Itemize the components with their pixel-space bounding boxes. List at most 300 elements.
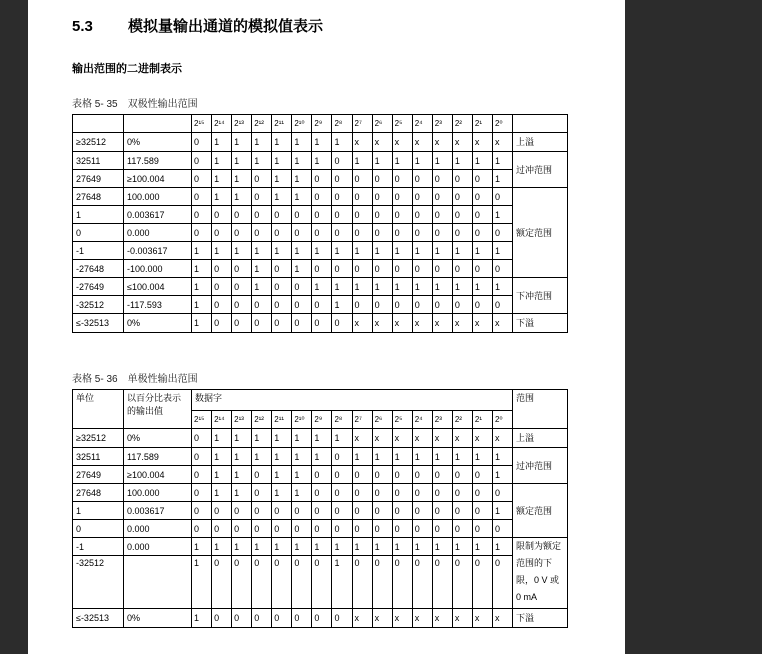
table-row	[73, 242, 568, 260]
bit-cell: 1	[312, 448, 332, 466]
bit-cell: 1	[312, 429, 332, 448]
bit-cell: 0	[492, 224, 512, 242]
value-cell: 0.000	[124, 224, 192, 242]
bit-cell: 0	[292, 502, 312, 520]
blank-cell	[124, 115, 192, 133]
bit-cell: 0	[292, 556, 312, 609]
value-cell: 0%	[124, 429, 192, 448]
bit-cell: 1	[232, 242, 252, 260]
bit-header-cell: 2⁶	[372, 115, 392, 133]
bit-cell: x	[352, 314, 372, 333]
bit-cell: 1	[252, 448, 272, 466]
bit-cell: x	[472, 609, 492, 628]
bit-cell: 0	[432, 296, 452, 314]
value-cell: ≥100.004	[124, 466, 192, 484]
bit-cell: 1	[432, 152, 452, 170]
bit-cell: 1	[492, 278, 512, 296]
document-page	[28, 0, 625, 654]
bit-cell: 1	[372, 152, 392, 170]
bit-cell: x	[492, 314, 512, 333]
bit-cell: 0	[492, 188, 512, 206]
table-row	[73, 296, 568, 314]
value-cell: 0%	[124, 609, 192, 628]
bit-cell: 0	[192, 188, 212, 206]
bit-cell: 0	[312, 466, 332, 484]
value-cell: 0.003617	[124, 502, 192, 520]
bit-cell: 1	[232, 170, 252, 188]
bit-cell: 1	[192, 242, 212, 260]
bit-cell: 1	[292, 170, 312, 188]
value-cell	[124, 556, 192, 609]
bit-header-cell: 2⁸	[332, 115, 352, 133]
range-cell: 下溢	[513, 314, 568, 333]
bit-cell: 0	[212, 609, 232, 628]
bit-cell: 1	[192, 296, 212, 314]
bit-cell: 1	[292, 152, 312, 170]
bit-cell: 1	[232, 429, 252, 448]
bit-cell: 0	[312, 520, 332, 538]
bit-cell: 0	[272, 520, 292, 538]
bit-cell: 0	[372, 484, 392, 502]
bit-cell: 1	[492, 242, 512, 260]
range-cell: 额定范围	[513, 484, 568, 538]
bit-cell: 0	[352, 556, 372, 609]
bit-cell: 0	[232, 278, 252, 296]
bit-cell: 0	[272, 260, 292, 278]
bit-cell: x	[352, 133, 372, 152]
bit-cell: x	[412, 609, 432, 628]
bit-cell: 1	[432, 278, 452, 296]
bit-cell: 1	[392, 152, 412, 170]
bit-cell: 0	[452, 224, 472, 242]
decimal-cell: ≥32512	[73, 429, 124, 448]
value-cell: 117.589	[124, 448, 192, 466]
table-row	[73, 556, 568, 609]
bit-cell: 1	[232, 466, 252, 484]
bipolar-output-table	[72, 114, 568, 333]
bit-cell: 0	[472, 296, 492, 314]
value-cell: 0%	[124, 133, 192, 152]
bit-cell: 0	[432, 188, 452, 206]
bit-cell: 0	[312, 206, 332, 224]
bit-cell: 1	[332, 538, 352, 556]
bit-cell: 0	[332, 224, 352, 242]
decimal-cell: ≤-32513	[73, 314, 124, 333]
bit-cell: 0	[232, 296, 252, 314]
value-cell: 100.000	[124, 188, 192, 206]
bit-cell: 0	[472, 206, 492, 224]
bit-cell: 0	[272, 502, 292, 520]
bit-cell: 0	[232, 260, 252, 278]
bit-cell: 0	[372, 260, 392, 278]
bit-cell: 0	[352, 224, 372, 242]
bit-cell: x	[412, 429, 432, 448]
bit-cell: 1	[272, 466, 292, 484]
bit-cell: 0	[392, 188, 412, 206]
bit-cell: 0	[352, 260, 372, 278]
range-cell: 下冲范围	[513, 278, 568, 314]
value-cell: 0%	[124, 314, 192, 333]
bit-cell: 0	[292, 224, 312, 242]
bit-header-cell: 2¹⁵	[192, 115, 212, 133]
bit-cell: 1	[312, 133, 332, 152]
bit-cell: 1	[212, 448, 232, 466]
bit-cell: 0	[412, 484, 432, 502]
bit-cell: 1	[312, 538, 332, 556]
bit-cell: 1	[252, 538, 272, 556]
bit-header-cell: 2¹⁴	[212, 410, 232, 428]
table2-caption	[72, 370, 198, 385]
bit-cell: x	[372, 314, 392, 333]
bit-cell: 0	[352, 296, 372, 314]
bit-cell: 1	[452, 152, 472, 170]
bit-cell: 1	[432, 242, 452, 260]
bit-cell: 0	[192, 502, 212, 520]
subheading: 输出范围的二进制表示	[72, 63, 182, 75]
bit-cell: 0	[312, 224, 332, 242]
section-number: 5.3	[72, 18, 93, 35]
bit-cell: 1	[192, 260, 212, 278]
bit-cell: 1	[292, 188, 312, 206]
decimal-cell: 1	[73, 502, 124, 520]
bit-cell: 1	[412, 242, 432, 260]
value-cell: 117.589	[124, 152, 192, 170]
range-cell: 过冲范围	[513, 448, 568, 484]
bit-cell: 1	[212, 538, 232, 556]
bit-header-cell: 2¹²	[252, 115, 272, 133]
bit-cell: 1	[272, 170, 292, 188]
bit-cell: x	[432, 133, 452, 152]
bit-cell: 0	[232, 502, 252, 520]
bit-cell: 0	[372, 556, 392, 609]
bit-cell: 1	[212, 188, 232, 206]
bit-cell: 1	[412, 152, 432, 170]
bit-cell: 0	[312, 188, 332, 206]
percent-header: 以百分比表示的输出值	[124, 390, 192, 429]
bit-cell: 0	[272, 314, 292, 333]
bit-cell: 0	[212, 314, 232, 333]
bit-cell: 0	[292, 609, 312, 628]
bit-cell: 1	[412, 538, 432, 556]
bit-cell: 1	[472, 538, 492, 556]
bit-cell: 0	[372, 206, 392, 224]
bit-cell: 0	[192, 466, 212, 484]
bit-cell: 1	[272, 538, 292, 556]
bit-cell: x	[452, 429, 472, 448]
range-cell: 额定范围	[513, 188, 568, 278]
bit-cell: 1	[252, 242, 272, 260]
bit-cell: 0	[292, 296, 312, 314]
bit-cell: 1	[332, 278, 352, 296]
bit-cell: x	[452, 609, 472, 628]
decimal-cell: -1	[73, 242, 124, 260]
bit-cell: 0	[332, 609, 352, 628]
bit-cell: 0	[192, 170, 212, 188]
bit-header-cell: 2¹²	[252, 410, 272, 428]
bit-cell: 0	[492, 296, 512, 314]
bit-header-cell: 2⁴	[412, 115, 432, 133]
bit-cell: 0	[332, 520, 352, 538]
bit-cell: 0	[392, 170, 412, 188]
bit-cell: 0	[292, 314, 312, 333]
blank-cell	[513, 115, 568, 133]
bit-cell: 1	[312, 242, 332, 260]
decimal-cell: ≤-32513	[73, 609, 124, 628]
bit-cell: x	[372, 609, 392, 628]
bit-cell: 1	[232, 448, 252, 466]
bit-cell: 0	[472, 260, 492, 278]
bit-cell: 0	[372, 188, 392, 206]
bit-cell: 1	[472, 448, 492, 466]
bit-cell: 1	[372, 448, 392, 466]
bit-cell: 1	[372, 242, 392, 260]
bit-cell: 1	[352, 278, 372, 296]
bit-cell: 0	[392, 466, 412, 484]
bit-cell: 0	[372, 170, 392, 188]
bit-cell: 0	[192, 520, 212, 538]
table-row	[73, 133, 568, 152]
bit-cell: 1	[252, 133, 272, 152]
value-cell: -100.000	[124, 260, 192, 278]
bit-cell: 1	[452, 242, 472, 260]
bit-cell: 0	[352, 170, 372, 188]
bit-cell: 0	[472, 466, 492, 484]
bit-cell: 0	[252, 520, 272, 538]
bit-cell: 0	[372, 296, 392, 314]
bit-cell: 0	[492, 484, 512, 502]
bit-header-cell: 2⁹	[312, 115, 332, 133]
bit-cell: 1	[292, 484, 312, 502]
bit-header-row	[73, 115, 568, 133]
bit-header-cell: 2¹¹	[272, 115, 292, 133]
bit-header-cell: 2⁰	[492, 410, 512, 428]
bit-cell: 0	[412, 556, 432, 609]
bit-header-cell: 2⁸	[332, 410, 352, 428]
value-cell: 0.000	[124, 538, 192, 556]
bit-cell: 1	[272, 448, 292, 466]
bit-cell: 0	[412, 466, 432, 484]
bit-cell: 0	[412, 206, 432, 224]
range-cell: 下溢	[513, 609, 568, 628]
table-row	[73, 429, 568, 448]
value-cell: 100.000	[124, 484, 192, 502]
bit-cell: x	[412, 133, 432, 152]
bit-cell: 0	[252, 188, 272, 206]
bit-cell: 0	[352, 502, 372, 520]
bit-cell: 0	[212, 296, 232, 314]
bit-cell: 0	[412, 296, 432, 314]
bit-cell: 0	[412, 502, 432, 520]
bit-header-cell: 2¹⁵	[192, 410, 212, 428]
bit-cell: x	[432, 314, 452, 333]
bit-cell: 1	[392, 242, 412, 260]
bit-cell: 0	[332, 188, 352, 206]
bit-cell: 0	[472, 520, 492, 538]
bit-header-cell: 2⁷	[352, 410, 372, 428]
bit-cell: 0	[212, 260, 232, 278]
bit-cell: 1	[292, 538, 312, 556]
decimal-cell: 27649	[73, 466, 124, 484]
bit-cell: 0	[192, 133, 212, 152]
bit-cell: 0	[472, 484, 492, 502]
bit-cell: x	[352, 609, 372, 628]
bit-cell: 0	[252, 170, 272, 188]
bit-header-cell: 2⁰	[492, 115, 512, 133]
bit-cell: 1	[412, 278, 432, 296]
bit-cell: 0	[392, 206, 412, 224]
table-row	[73, 170, 568, 188]
bit-cell: 1	[312, 278, 332, 296]
bit-cell: 1	[252, 429, 272, 448]
bit-cell: 0	[352, 206, 372, 224]
bit-header-cell: 2⁵	[392, 410, 412, 428]
bit-cell: 0	[312, 260, 332, 278]
bit-header-cell: 2¹⁰	[292, 410, 312, 428]
bit-cell: 0	[272, 206, 292, 224]
bit-cell: 0	[232, 314, 252, 333]
bit-cell: 1	[372, 278, 392, 296]
bit-cell: 0	[312, 609, 332, 628]
bit-cell: 0	[232, 206, 252, 224]
range-cell: 过冲范围	[513, 152, 568, 188]
bit-cell: x	[492, 609, 512, 628]
bit-cell: 0	[252, 224, 272, 242]
bit-cell: 0	[212, 206, 232, 224]
bit-cell: 0	[232, 556, 252, 609]
bit-header-cell: 2¹³	[232, 410, 252, 428]
bit-cell: 1	[292, 448, 312, 466]
table-row	[73, 502, 568, 520]
bit-cell: 1	[292, 242, 312, 260]
bit-cell: 0	[372, 502, 392, 520]
bit-cell: 0	[372, 224, 392, 242]
bit-cell: x	[392, 429, 412, 448]
decimal-cell: 0	[73, 520, 124, 538]
bit-cell: 1	[332, 556, 352, 609]
bit-cell: 0	[272, 556, 292, 609]
decimal-cell: -32512	[73, 296, 124, 314]
bit-cell: 0	[332, 502, 352, 520]
decimal-cell: 0	[73, 224, 124, 242]
bit-cell: 0	[252, 556, 272, 609]
table1-label: 表格 5- 35	[72, 99, 118, 110]
bit-cell: 1	[332, 242, 352, 260]
table-row	[73, 152, 568, 170]
bit-cell: x	[492, 429, 512, 448]
decimal-cell: 32511	[73, 448, 124, 466]
bit-cell: 0	[312, 502, 332, 520]
bit-cell: 1	[212, 429, 232, 448]
decimal-cell: 32511	[73, 152, 124, 170]
bit-cell: 1	[392, 278, 412, 296]
bit-cell: 1	[292, 260, 312, 278]
table-row	[73, 260, 568, 278]
bit-cell: 0	[312, 314, 332, 333]
bit-cell: 1	[272, 133, 292, 152]
bit-header-cell: 2⁹	[312, 410, 332, 428]
bit-cell: 1	[212, 133, 232, 152]
bit-cell: 0	[392, 520, 412, 538]
table-row	[73, 314, 568, 333]
bit-cell: 0	[392, 502, 412, 520]
bit-cell: 0	[392, 296, 412, 314]
bit-cell: 0	[432, 224, 452, 242]
bit-cell: 1	[252, 152, 272, 170]
bit-cell: x	[392, 133, 412, 152]
dataword-header: 数据字	[192, 390, 513, 411]
decimal-cell: 27648	[73, 484, 124, 502]
bit-cell: 1	[492, 152, 512, 170]
bit-cell: 0	[192, 429, 212, 448]
bit-cell: 1	[192, 556, 212, 609]
bit-cell: 0	[492, 520, 512, 538]
bit-cell: 1	[292, 429, 312, 448]
bit-cell: x	[492, 133, 512, 152]
bit-cell: 0	[392, 556, 412, 609]
bit-cell: 0	[292, 206, 312, 224]
bit-cell: 0	[352, 466, 372, 484]
bit-cell: 0	[352, 188, 372, 206]
bit-cell: 0	[432, 520, 452, 538]
bit-cell: 1	[272, 188, 292, 206]
table-row	[73, 466, 568, 484]
bit-cell: 0	[472, 556, 492, 609]
bit-cell: 1	[272, 242, 292, 260]
bit-cell: 1	[212, 242, 232, 260]
bit-cell: 1	[452, 278, 472, 296]
bit-cell: 0	[472, 224, 492, 242]
bit-cell: 1	[452, 448, 472, 466]
bit-cell: 0	[492, 556, 512, 609]
column-header-row	[73, 390, 568, 411]
section-heading	[72, 15, 323, 36]
value-cell: ≥100.004	[124, 170, 192, 188]
bit-cell: 0	[432, 466, 452, 484]
bit-header-cell: 2⁵	[392, 115, 412, 133]
bit-cell: 1	[192, 314, 212, 333]
bit-cell: 0	[272, 278, 292, 296]
bit-cell: 1	[232, 152, 252, 170]
bit-cell: 0	[452, 520, 472, 538]
bit-cell: 1	[492, 448, 512, 466]
bit-header-cell: 2⁴	[412, 410, 432, 428]
bit-cell: 1	[192, 609, 212, 628]
bit-cell: 0	[332, 152, 352, 170]
bit-cell: 0	[452, 260, 472, 278]
bit-cell: 0	[452, 484, 472, 502]
bit-header-cell: 2¹⁴	[212, 115, 232, 133]
bit-cell: 0	[252, 206, 272, 224]
bit-header-cell: 2¹³	[232, 115, 252, 133]
value-cell: -117.593	[124, 296, 192, 314]
section-title: 模拟量输出通道的模拟值表示	[128, 18, 324, 35]
table-row	[73, 188, 568, 206]
bit-cell: 0	[432, 170, 452, 188]
value-cell: 0.003617	[124, 206, 192, 224]
bit-cell: 0	[192, 484, 212, 502]
bit-cell: 1	[232, 133, 252, 152]
bit-cell: x	[412, 314, 432, 333]
bit-cell: 0	[192, 206, 212, 224]
bit-cell: 0	[432, 484, 452, 502]
bit-cell: x	[372, 133, 392, 152]
bit-cell: 1	[472, 278, 492, 296]
value-cell: -0.003617	[124, 242, 192, 260]
bit-cell: 0	[252, 466, 272, 484]
bit-cell: 0	[312, 556, 332, 609]
bit-cell: 0	[252, 502, 272, 520]
bit-cell: 1	[212, 170, 232, 188]
